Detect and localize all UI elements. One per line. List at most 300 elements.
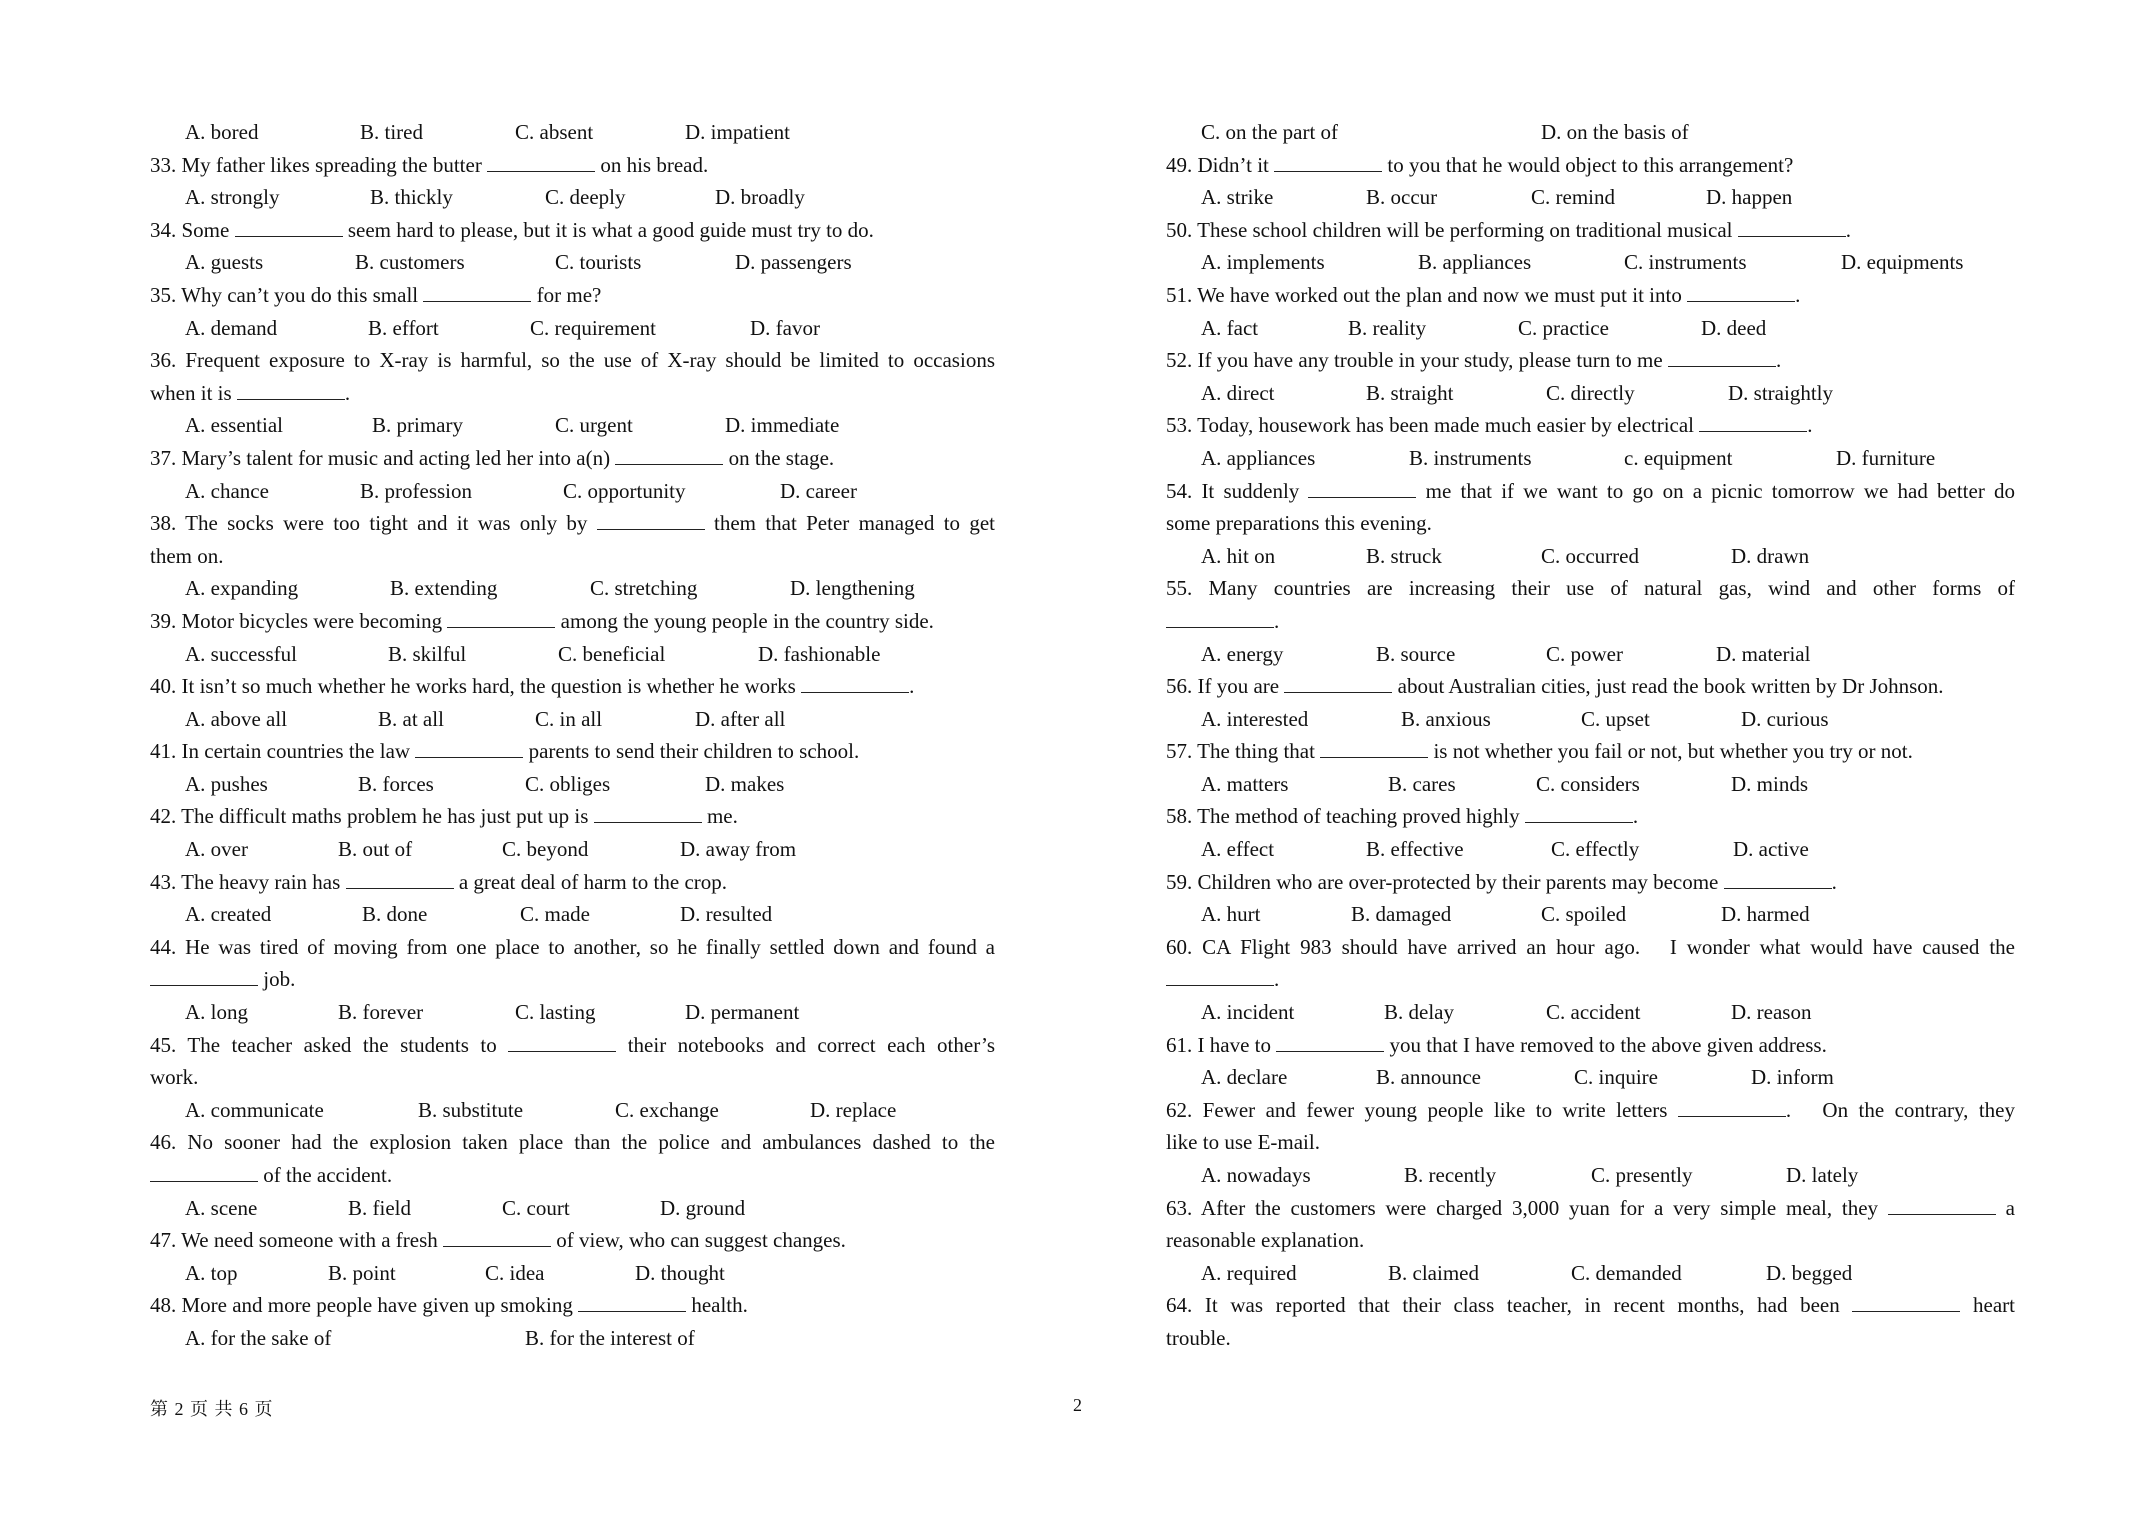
question-text (150, 605, 995, 638)
option-row (150, 181, 995, 214)
answer-option: B. point (328, 1260, 396, 1285)
option-row (1166, 703, 2015, 736)
answer-option: C. made (520, 902, 590, 927)
answer-blank (1166, 608, 1274, 628)
answer-blank (801, 673, 909, 693)
question-fragment: 56. If you are (1166, 674, 1285, 699)
answer-option: B. customers (355, 250, 465, 275)
question-fragment: . (344, 380, 351, 405)
answer-option: C. upset (1581, 706, 1650, 731)
option-row (1166, 638, 2015, 671)
answer-option: B. profession (360, 478, 472, 503)
question-fragment: heart (1960, 1293, 2015, 1318)
answer-option: C. remind (1531, 185, 1615, 210)
answer-option: A. energy (1201, 641, 1284, 666)
answer-option: C. accident (1546, 1000, 1641, 1025)
question-fragment: is not whether you fail or not, but whether you try or not. (1428, 739, 1913, 764)
answer-blank (594, 803, 702, 823)
question-fragment: . (1831, 869, 1837, 894)
answer-blank (447, 608, 555, 628)
question-fragment: . (1845, 217, 1851, 242)
question-fragment: 34. Some (150, 217, 235, 242)
answer-option: C. in all (535, 706, 603, 731)
question-text: 55. Many countries are increasing their use of natural gas, wind and other forms of (1166, 576, 2015, 601)
answer-option: A. essential (185, 413, 283, 438)
answer-option: A. for the sake of (185, 1325, 332, 1350)
answer-option: D. favor (750, 315, 820, 340)
question-fragment: their notebooks and correct each other’s (616, 1032, 995, 1057)
answer-option: A. nowadays (1201, 1163, 1311, 1187)
answer-blank (1668, 347, 1776, 367)
option-row (1166, 1061, 2015, 1094)
answer-blank (1284, 673, 1392, 693)
question-text: 46. No sooner had the explosion taken place than the police and ambulances dashed to the (150, 1130, 995, 1155)
question-text: 44. He was tired of moving from one place to another, so he finally settled down and found a (150, 934, 995, 959)
question-text (150, 963, 995, 996)
answer-blank (1320, 738, 1428, 758)
option-row (150, 638, 995, 671)
page-number: 2 (1073, 1395, 1082, 1415)
answer-option: C. court (502, 1195, 570, 1220)
answer-blank (1687, 282, 1795, 302)
answer-option: B. out of (338, 837, 413, 862)
answer-option: B. recently (1404, 1163, 1497, 1187)
answer-option: B. struck (1366, 543, 1442, 568)
question-fragment: of the accident. (258, 1163, 393, 1187)
page-count-footer: 第 2 页 共 6 页 (150, 1399, 274, 1419)
answer-option: D. lately (1786, 1163, 1859, 1187)
answer-option: A. hit on (1201, 543, 1276, 568)
answer-blank (423, 282, 531, 302)
option-row (1166, 312, 2015, 345)
answer-option: C. stretching (590, 576, 698, 601)
question-fragment: for me? (531, 282, 602, 307)
answer-option: C. presently (1591, 1163, 1693, 1187)
question-text (1166, 605, 2015, 638)
question-fragment: 49. Didn’t it (1166, 152, 1275, 177)
question-fragment: . (1632, 804, 1639, 829)
answer-option: A. chance (185, 478, 269, 503)
question-fragment: job. (258, 967, 296, 992)
answer-option: B. substitute (418, 1097, 524, 1122)
option-row (150, 1192, 995, 1225)
answer-option: D. permanent (685, 1000, 800, 1025)
answer-blank (150, 1162, 258, 1182)
answer-option: B. forces (358, 771, 434, 796)
answer-option: A. fact (1201, 315, 1259, 340)
answer-option: C. practice (1518, 315, 1609, 340)
answer-blank (1724, 869, 1832, 889)
option-row (1166, 768, 2015, 801)
question-text (1166, 475, 2015, 508)
option-row (1166, 246, 2015, 279)
question-fragment: 39. Motor bicycles were becoming (150, 608, 448, 633)
question-fragment: a great deal of harm to the crop. (453, 869, 728, 894)
answer-blank (1308, 478, 1416, 498)
option-row (150, 312, 995, 345)
left-column (150, 116, 995, 1355)
answer-option: A. guests (185, 250, 264, 275)
question-fragment: them on. (150, 543, 224, 568)
answer-option: D. straightly (1728, 380, 1833, 405)
option-row (1166, 1257, 2015, 1290)
question-text (150, 214, 995, 247)
question-fragment: 63. After the customers were charged 3,000 yuan for a very simple meal, they (1166, 1195, 1888, 1220)
question-fragment: some preparations this evening. (1166, 511, 1432, 536)
option-row (150, 246, 995, 279)
question-fragment: 35. Why can’t you do this small (150, 282, 424, 307)
question-fragment: 42. The difficult maths problem he has just put up is (150, 804, 594, 829)
answer-option: C. demanded (1571, 1260, 1682, 1285)
question-fragment: 52. If you have any trouble in your study, please turn to me (1166, 348, 1668, 373)
question-fragment: . (1775, 348, 1782, 373)
question-text (1166, 866, 2015, 899)
answer-option: C. spoiled (1541, 902, 1627, 927)
question-fragment: 59. Children who are over-protected by their parents may become (1166, 869, 1724, 894)
answer-blank (578, 1292, 686, 1312)
question-text (1166, 1322, 2015, 1355)
question-text (150, 279, 995, 312)
question-fragment: parents to send their children to school. (523, 739, 860, 764)
option-row (1166, 377, 2015, 410)
answer-option: B. claimed (1388, 1260, 1479, 1285)
question-fragment: 50. These school children will be performing on traditional musical (1166, 217, 1738, 242)
question-fragment: 33. My father likes spreading the butter (150, 152, 488, 177)
question-fragment: 38. The socks were too tight and it was only by (150, 511, 597, 536)
answer-option: B. cares (1388, 771, 1456, 796)
option-row (150, 833, 995, 866)
question-text (150, 670, 995, 703)
answer-option: D. broadly (715, 185, 805, 210)
answer-option: C. considers (1536, 771, 1640, 796)
answer-option: B. thickly (370, 185, 453, 210)
question-text (150, 507, 995, 540)
answer-option: D. reason (1731, 1000, 1812, 1025)
question-fragment: me. (701, 804, 738, 829)
answer-option: B. source (1376, 641, 1456, 666)
question-text (1166, 1029, 2015, 1062)
option-row (150, 1257, 995, 1290)
question-fragment: when it is (150, 380, 237, 405)
option-row (1166, 898, 2015, 931)
answer-option: D. thought (635, 1260, 725, 1285)
option-row (150, 996, 995, 1029)
answer-option: C. instruments (1624, 250, 1747, 275)
question-text: 60. CA Flight 983 should have arrived an hour ago. I wonder what would have caused the (1166, 934, 2015, 959)
answer-option: D. immediate (725, 413, 840, 438)
option-row (150, 898, 995, 931)
answer-option: B. extending (390, 576, 498, 601)
question-fragment: reasonable explanation. (1166, 1228, 1365, 1253)
answer-option: B. primary (372, 413, 463, 438)
answer-option: C. tourists (555, 250, 642, 275)
answer-option: D. lengthening (790, 576, 915, 601)
option-row (1166, 181, 2015, 214)
answer-option: D. resulted (680, 902, 773, 927)
answer-option: A. long (185, 1000, 248, 1025)
question-fragment: . (1274, 608, 1280, 633)
answer-option: A. incident (1201, 1000, 1295, 1025)
question-fragment: work. (150, 1065, 199, 1090)
answer-option: C. on the part of (1201, 120, 1339, 144)
question-text (1166, 670, 2015, 703)
answer-option: C. opportunity (563, 478, 686, 503)
answer-blank (1738, 217, 1846, 237)
question-fragment: 48. More and more people have given up smoking (150, 1293, 579, 1318)
answer-option: A. interested (1201, 706, 1309, 731)
question-fragment: 37. Mary’s talent for music and acting led her into a(n) (150, 445, 616, 470)
answer-option: A. over (185, 837, 248, 862)
answer-option: A. hurt (1201, 902, 1261, 927)
answer-option: B. field (348, 1195, 411, 1220)
question-text (150, 1224, 995, 1257)
answer-option: A. effect (1201, 837, 1275, 862)
question-text (150, 377, 995, 410)
question-fragment: on his bread. (595, 152, 709, 177)
question-text (150, 866, 995, 899)
question-fragment: . (1795, 282, 1801, 307)
question-text (150, 442, 995, 475)
answer-option: A. top (185, 1260, 238, 1285)
question-fragment: 61. I have to (1166, 1032, 1277, 1057)
question-fragment: among the young people in the country side. (555, 608, 934, 633)
answer-blank (1678, 1097, 1786, 1117)
answer-option: D. harmed (1721, 902, 1810, 927)
question-fragment: of view, who can suggest changes. (551, 1228, 846, 1253)
question-text (1166, 735, 2015, 768)
question-fragment: 64. It was reported that their class teacher, in recent months, had been (1166, 1293, 1853, 1318)
answer-option: C. urgent (555, 413, 633, 438)
question-fragment: trouble. (1166, 1325, 1231, 1350)
answer-option: C. requirement (530, 315, 656, 340)
answer-option: C. exchange (615, 1097, 719, 1122)
answer-blank (487, 152, 595, 172)
answer-option: D. ground (660, 1195, 746, 1220)
answer-option: C. directly (1546, 380, 1635, 405)
question-text: 36. Frequent exposure to X-ray is harmful, so the use of X-ray should be limited to occasions (150, 348, 995, 373)
answer-option: A. communicate (185, 1097, 324, 1122)
option-row (150, 703, 995, 736)
answer-option: C. obliges (525, 771, 611, 796)
answer-option: C. occurred (1541, 543, 1639, 568)
answer-option: C. deeply (545, 185, 626, 210)
answer-option: C. power (1546, 641, 1623, 666)
answer-option: A. scene (185, 1195, 258, 1220)
answer-option: A. created (185, 902, 272, 927)
question-fragment: 54. It suddenly (1166, 478, 1309, 503)
answer-option: C. lasting (515, 1000, 596, 1025)
answer-option: D. career (780, 478, 857, 503)
answer-option: A. matters (1201, 771, 1289, 796)
answer-option: A. required (1201, 1260, 1297, 1285)
answer-blank (1852, 1292, 1960, 1312)
question-fragment: . (909, 674, 915, 699)
question-fragment: . (1807, 413, 1813, 438)
answer-option: D. replace (810, 1097, 897, 1122)
question-fragment: seem hard to please, but it is what a good guide must try to do. (342, 217, 874, 242)
answer-blank (597, 510, 705, 530)
question-text (1166, 214, 2015, 247)
question-text (1166, 1289, 2015, 1322)
question-fragment: me that if we want to go on a picnic tomorrow we had better do (1416, 478, 2015, 503)
option-row (150, 475, 995, 508)
answer-option: D. deed (1701, 315, 1767, 340)
question-text (150, 540, 995, 573)
question-text (1166, 149, 2015, 182)
question-fragment: health. (686, 1293, 748, 1318)
option-row (1166, 540, 2015, 573)
question-text (150, 1029, 995, 1062)
answer-option: A. demand (185, 315, 278, 340)
answer-option: D. begged (1766, 1260, 1853, 1285)
option-row (1166, 1159, 2015, 1192)
answer-option: B. for the interest of (525, 1325, 695, 1350)
question-text (150, 735, 995, 768)
answer-blank (235, 217, 343, 237)
answer-blank (346, 869, 454, 889)
question-fragment: 51. We have worked out the plan and now we must put it into (1166, 282, 1688, 307)
answer-option: D. curious (1741, 706, 1829, 731)
question-fragment: on the stage. (723, 445, 835, 470)
answer-option: C. inquire (1574, 1065, 1658, 1090)
question-fragment: 53. Today, housework has been made much easier by electrical (1166, 413, 1700, 438)
answer-option: D. makes (705, 771, 785, 796)
question-fragment: 40. It isn’t so much whether he works hard, the question is whether he works (150, 674, 802, 699)
question-fragment: 41. In certain countries the law (150, 739, 416, 764)
answer-blank (1525, 803, 1633, 823)
answer-blank (150, 966, 258, 986)
question-text (1166, 507, 2015, 540)
answer-option: B. appliances (1418, 250, 1532, 275)
question-text (150, 1061, 995, 1094)
question-text (1166, 279, 2015, 312)
answer-option: D. inform (1751, 1065, 1834, 1090)
answer-option: D. active (1733, 837, 1809, 862)
answer-option: B. reality (1348, 315, 1427, 340)
answer-option: D. impatient (685, 120, 790, 144)
option-row (150, 116, 995, 149)
answer-option: D. minds (1731, 771, 1809, 796)
answer-option: c. equipment (1624, 445, 1733, 470)
question-fragment: 58. The method of teaching proved highly (1166, 804, 1525, 829)
question-text (1166, 344, 2015, 377)
answer-blank (415, 738, 523, 758)
answer-option: B. forever (338, 1000, 424, 1025)
question-fragment: like to use E-mail. (1166, 1130, 1320, 1155)
answer-option: D. fashionable (758, 641, 881, 666)
question-text (150, 1159, 995, 1192)
answer-option: D. drawn (1731, 543, 1810, 568)
answer-option: B. delay (1384, 1000, 1454, 1025)
answer-option: C. idea (485, 1260, 545, 1285)
answer-option: B. effective (1366, 837, 1464, 862)
answer-option: B. instruments (1409, 445, 1532, 470)
answer-option: D. happen (1706, 185, 1793, 210)
answer-option: B. damaged (1351, 902, 1452, 927)
question-text (150, 800, 995, 833)
question-fragment: . (1274, 967, 1280, 992)
question-text (150, 149, 995, 182)
question-text (1166, 963, 2015, 996)
answer-option: A. pushes (185, 771, 268, 796)
question-text (1166, 1192, 2015, 1225)
question-text (1166, 1126, 2015, 1159)
answer-option: A. above all (185, 706, 288, 731)
answer-blank (1276, 1032, 1384, 1052)
answer-option: C. absent (515, 120, 594, 144)
answer-option: B. done (362, 902, 428, 927)
question-fragment: 62. Fewer and fewer young people like to write letters (1166, 1097, 1678, 1122)
answer-option: D. on the basis of (1541, 120, 1689, 144)
answer-blank (1166, 966, 1274, 986)
option-row (1166, 996, 2015, 1029)
answer-option: A. implements (1201, 250, 1325, 275)
option-row (150, 409, 995, 442)
answer-option: A. bored (185, 120, 259, 144)
answer-blank (443, 1227, 551, 1247)
answer-option: A. declare (1201, 1065, 1288, 1090)
answer-option: D. equipments (1841, 250, 1964, 275)
answer-option: C. beneficial (558, 641, 666, 666)
answer-option: B. announce (1376, 1065, 1481, 1090)
question-text (150, 1289, 995, 1322)
question-fragment: about Australian cities, just read the book written by Dr Johnson. (1392, 674, 1944, 699)
answer-option: B. at all (378, 706, 444, 731)
question-text (1166, 409, 2015, 442)
answer-blank (615, 445, 723, 465)
answer-option: B. anxious (1401, 706, 1491, 731)
answer-option: D. furniture (1836, 445, 1936, 470)
question-fragment: them that Peter managed to get (704, 511, 995, 536)
answer-option: A. strongly (185, 185, 280, 210)
question-fragment: 45. The teacher asked the students to (150, 1032, 509, 1057)
answer-blank (1274, 152, 1382, 172)
question-fragment: 47. We need someone with a fresh (150, 1228, 444, 1253)
option-row (150, 768, 995, 801)
answer-blank (1888, 1195, 1996, 1215)
answer-option: A. appliances (1201, 445, 1316, 470)
answer-option: C. effectly (1551, 837, 1640, 862)
option-row (150, 1322, 995, 1355)
question-fragment: you that I have removed to the above given address. (1384, 1032, 1827, 1057)
answer-option: B. skilful (388, 641, 467, 666)
answer-option: A. strike (1201, 185, 1274, 210)
question-text (1166, 1094, 2015, 1127)
question-text (1166, 800, 2015, 833)
option-row (1166, 116, 2015, 149)
answer-option: D. after all (695, 706, 786, 731)
option-row (150, 572, 995, 605)
answer-option: A. direct (1201, 380, 1275, 405)
answer-option: B. effort (368, 315, 439, 340)
option-row (150, 1094, 995, 1127)
answer-option: D. passengers (735, 250, 852, 275)
option-row (1166, 442, 2015, 475)
answer-option: B. occur (1366, 185, 1438, 210)
answer-option: D. material (1716, 641, 1811, 666)
answer-option: D. away from (680, 837, 797, 862)
question-text (1166, 1224, 2015, 1257)
answer-option: C. beyond (502, 837, 589, 862)
question-fragment: a (1995, 1195, 2015, 1220)
right-column (1166, 116, 2015, 1355)
question-fragment: 57. The thing that (1166, 739, 1321, 764)
option-row (1166, 833, 2015, 866)
answer-option: B. straight (1366, 380, 1454, 405)
answer-blank (508, 1032, 616, 1052)
answer-blank (237, 380, 345, 400)
question-fragment: to you that he would object to this arrangement? (1382, 152, 1794, 177)
